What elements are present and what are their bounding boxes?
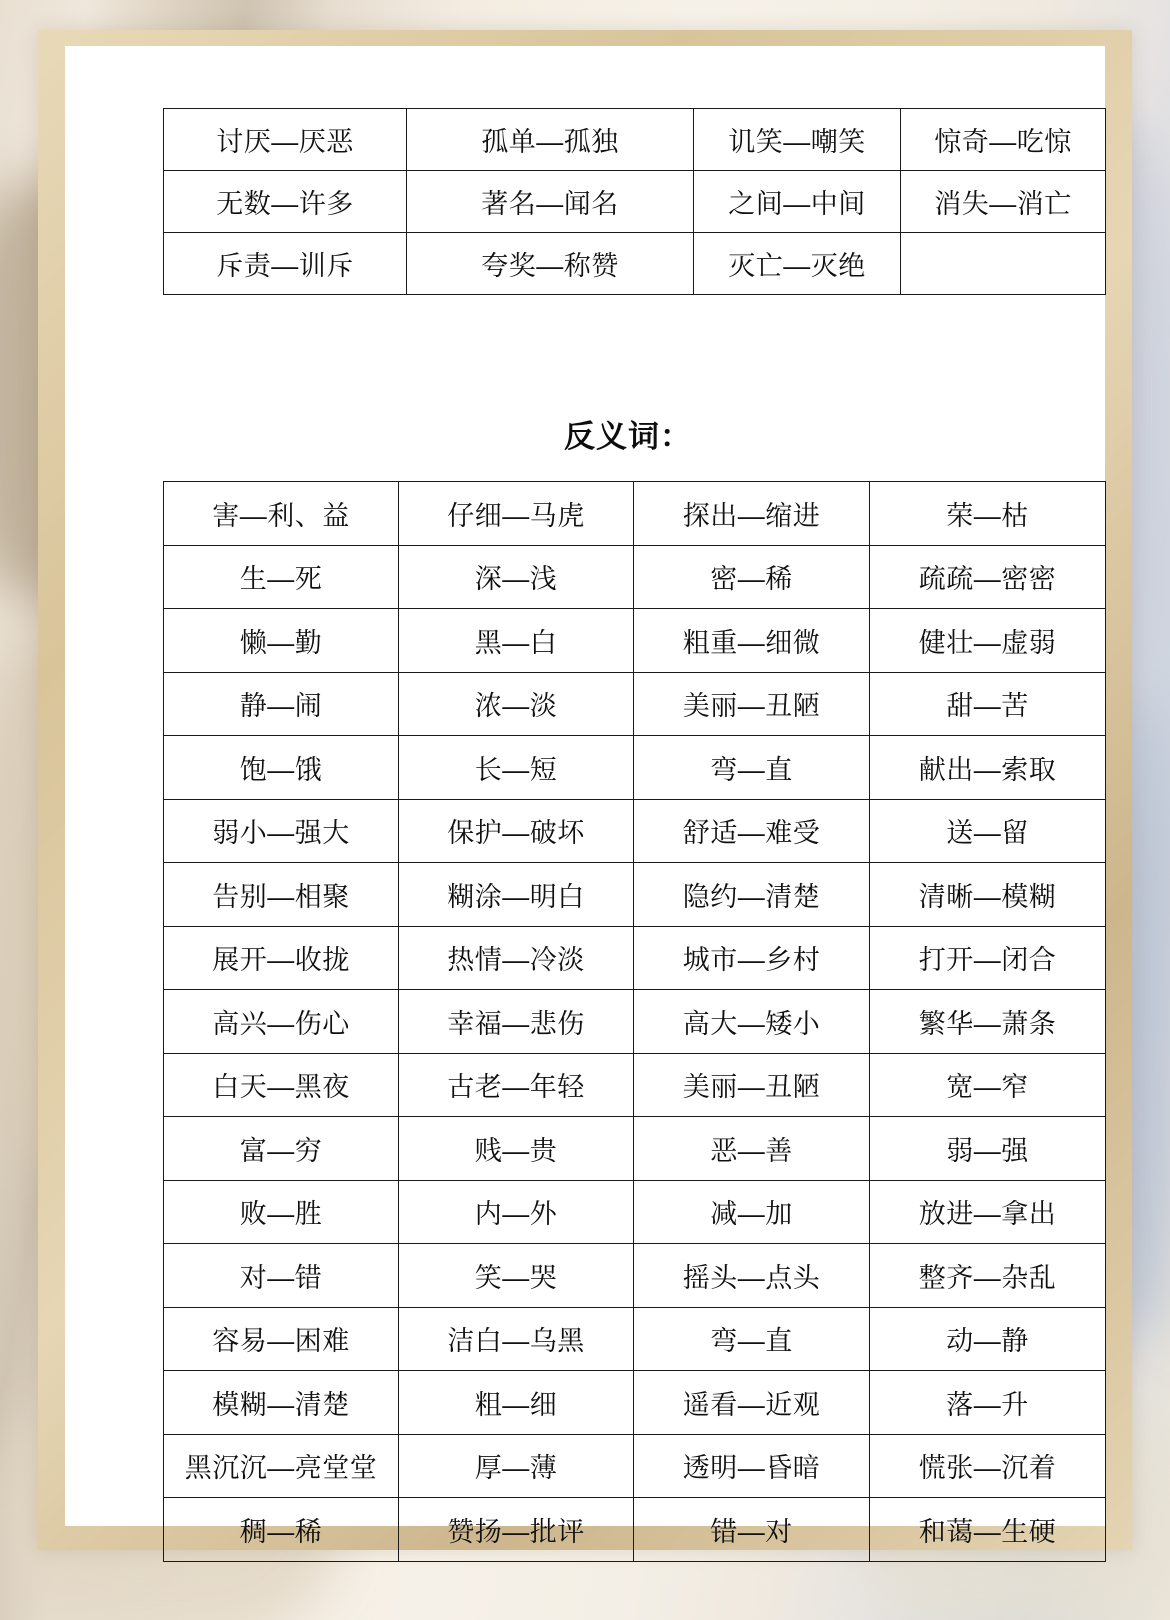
table-cell: 惊奇—吃惊 — [901, 109, 1106, 171]
table-cell: 清晰—模糊 — [870, 863, 1106, 927]
table-cell: 整齐—杂乱 — [870, 1244, 1106, 1308]
table-cell: 透明—昏暗 — [634, 1434, 870, 1498]
table-row — [164, 233, 1106, 295]
table-cell: 粗—细 — [399, 1371, 634, 1435]
table-cell: 甜—苦 — [870, 672, 1106, 736]
table-cell: 赞扬—批评 — [399, 1498, 634, 1562]
table-row — [164, 926, 1106, 990]
table-row — [164, 109, 1106, 171]
table-row — [164, 1307, 1106, 1371]
table-cell: 弱—强 — [870, 1117, 1106, 1181]
table-row — [164, 863, 1106, 927]
table-cell: 消失—消亡 — [901, 171, 1106, 233]
table-cell: 贱—贵 — [399, 1117, 634, 1181]
table-cell: 之间—中间 — [694, 171, 901, 233]
table-cell: 探出—缩进 — [634, 482, 870, 546]
table-cell: 败—胜 — [164, 1180, 399, 1244]
table-cell: 舒适—难受 — [634, 799, 870, 863]
table-cell: 笑—哭 — [399, 1244, 634, 1308]
table-cell: 静—闹 — [164, 672, 399, 736]
table-cell: 模糊—清楚 — [164, 1371, 399, 1435]
table-cell: 讥笑—嘲笑 — [694, 109, 901, 171]
table-cell: 白天—黑夜 — [164, 1053, 399, 1117]
table-cell: 糊涂—明白 — [399, 863, 634, 927]
table-cell: 慌张—沉着 — [870, 1434, 1106, 1498]
table-cell: 弯—直 — [634, 736, 870, 800]
table-cell: 富—穷 — [164, 1117, 399, 1181]
table-cell: 斥责—训斥 — [164, 233, 407, 295]
table-row — [164, 609, 1106, 673]
table-cell: 古老—年轻 — [399, 1053, 634, 1117]
table-cell: 灭亡—灭绝 — [694, 233, 901, 295]
table-cell: 放进—拿出 — [870, 1180, 1106, 1244]
table-cell: 送—留 — [870, 799, 1106, 863]
table-row — [164, 736, 1106, 800]
table-cell: 密—稀 — [634, 545, 870, 609]
document-page — [65, 46, 1105, 1547]
table-cell: 洁白—乌黑 — [399, 1307, 634, 1371]
table-cell: 热情—冷淡 — [399, 926, 634, 990]
table-cell: 仔细—马虎 — [399, 482, 634, 546]
table-cell: 讨厌—厌恶 — [164, 109, 407, 171]
table-cell: 生—死 — [164, 545, 399, 609]
table-cell: 高大—矮小 — [634, 990, 870, 1054]
worksheet-content — [163, 108, 1093, 1562]
table-cell: 著名—闻名 — [407, 171, 694, 233]
table-row — [164, 1117, 1106, 1181]
table-cell: 动—静 — [870, 1307, 1106, 1371]
table-cell-empty — [901, 233, 1106, 295]
table-cell: 高兴—伤心 — [164, 990, 399, 1054]
table-row — [164, 990, 1106, 1054]
table-cell: 献出—索取 — [870, 736, 1106, 800]
table-cell: 夸奖—称赞 — [407, 233, 694, 295]
table-cell: 错—对 — [634, 1498, 870, 1562]
table-cell: 懒—勤 — [164, 609, 399, 673]
table-row — [164, 1434, 1106, 1498]
table-cell: 繁华—萧条 — [870, 990, 1106, 1054]
table-cell: 打开—闭合 — [870, 926, 1106, 990]
table-row — [164, 1371, 1106, 1435]
table-row — [164, 171, 1106, 233]
table-cell: 城市—乡村 — [634, 926, 870, 990]
table-row — [164, 672, 1106, 736]
table-cell: 浓—淡 — [399, 672, 634, 736]
synonym-table — [163, 108, 1106, 295]
table-cell: 弱小—强大 — [164, 799, 399, 863]
table-row — [164, 1244, 1106, 1308]
table-cell: 美丽—丑陋 — [634, 672, 870, 736]
antonym-table — [163, 481, 1106, 1562]
table-cell: 容易—困难 — [164, 1307, 399, 1371]
table-cell: 内—外 — [399, 1180, 634, 1244]
table-cell: 稠—稀 — [164, 1498, 399, 1562]
table-cell: 粗重—细微 — [634, 609, 870, 673]
table-cell: 健壮—虚弱 — [870, 609, 1106, 673]
table-cell: 展开—收拢 — [164, 926, 399, 990]
table-cell: 弯—直 — [634, 1307, 870, 1371]
table-row — [164, 1180, 1106, 1244]
table-cell: 减—加 — [634, 1180, 870, 1244]
table-cell: 和蔼—生硬 — [870, 1498, 1106, 1562]
table-cell: 幸福—悲伤 — [399, 990, 634, 1054]
table-cell: 荣—枯 — [870, 482, 1106, 546]
table-cell: 长—短 — [399, 736, 634, 800]
table-cell: 厚—薄 — [399, 1434, 634, 1498]
table-cell: 害—利、益 — [164, 482, 399, 546]
document-frame — [38, 30, 1132, 1550]
table-cell: 无数—许多 — [164, 171, 407, 233]
table-cell: 疏疏—密密 — [870, 545, 1106, 609]
spacer — [163, 456, 1093, 481]
table-cell: 告别—相聚 — [164, 863, 399, 927]
table-row — [164, 1498, 1106, 1562]
table-cell: 恶—善 — [634, 1117, 870, 1181]
table-row — [164, 482, 1106, 546]
table-cell: 深—浅 — [399, 545, 634, 609]
section-heading-antonyms: 反义词： — [564, 419, 692, 454]
table-cell: 遥看—近观 — [634, 1371, 870, 1435]
table-cell: 对—错 — [164, 1244, 399, 1308]
table-cell: 美丽—丑陋 — [634, 1053, 870, 1117]
table-row — [164, 545, 1106, 609]
table-cell: 隐约—清楚 — [634, 863, 870, 927]
table-cell: 黑沉沉—亮堂堂 — [164, 1434, 399, 1498]
table-cell: 落—升 — [870, 1371, 1106, 1435]
table-cell: 摇头—点头 — [634, 1244, 870, 1308]
table-row — [164, 799, 1106, 863]
spacer — [163, 295, 1093, 411]
table-cell: 孤单—孤独 — [407, 109, 694, 171]
table-cell: 黑—白 — [399, 609, 634, 673]
table-cell: 饱—饿 — [164, 736, 399, 800]
table-row — [164, 1053, 1106, 1117]
table-cell: 宽—窄 — [870, 1053, 1106, 1117]
table-cell: 保护—破坏 — [399, 799, 634, 863]
